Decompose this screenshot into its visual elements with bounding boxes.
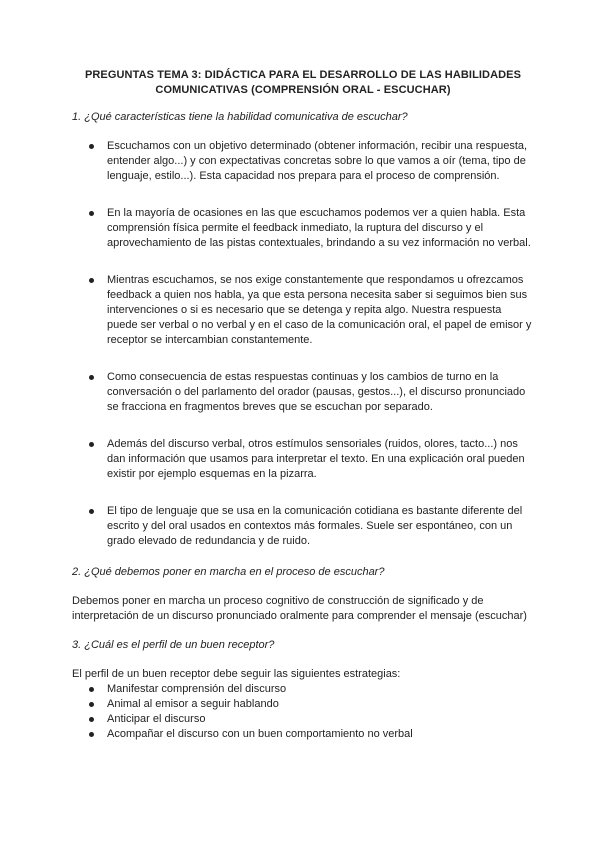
- bullet-icon: [89, 702, 94, 707]
- bullet-text: Manifestar comprensión del discurso: [107, 683, 287, 695]
- list-item: [72, 437, 534, 482]
- list-item: [72, 682, 534, 697]
- question-1-bullet-list: [72, 139, 534, 549]
- bullet-text: El tipo de lenguaje que se usa en la comunicación cotidiana es bastante diferente del escrito y del oral usados en contextos más formales. Suele ser espontáneo, con un grado elevado de redundancia y de ruido.: [107, 505, 523, 547]
- question-1: 1. ¿Qué características tiene la habilidad comunicativa de escuchar?: [72, 111, 408, 123]
- list-item: [72, 139, 534, 184]
- list-item: [72, 727, 534, 742]
- list-item: [72, 370, 534, 415]
- bullet-text: Escuchamos con un objetivo determinado (obtener información, recibir una respuesta, entender algo...) y con expectativas concretas sobre lo que vamos a oír (tema, tipo de lenguaje, estilo...). Esta capacidad nos prepara para el proceso de comprensión.: [107, 140, 528, 182]
- list-item: [72, 697, 534, 712]
- bullet-icon: [89, 717, 94, 722]
- bullet-icon: [89, 211, 94, 216]
- bullet-text: Mientras escuchamos, se nos exige constantemente que respondamos u ofrezcamos feedback a quien nos habla, ya que esta persona necesita saber si seguimos bien sus intervenciones o si es necesario que se detenga y repita algo. Nuestra respuesta puede ser verbal o no verbal y en el caso de la comunicación oral, el papel de emisor y receptor se intercambian constantemente.: [107, 274, 532, 346]
- bullet-text: En la mayoría de ocasiones en las que escuchamos podemos ver a quien habla. Esta comprensión física permite el feedback inmediato, la ruptura del discurso y el aprovechamiento de las pistas contextuales, brindando a su vez información no verbal.: [107, 207, 531, 249]
- title-line-2: COMUNICATIVAS (COMPRENSIÓN ORAL - ESCUCHAR): [155, 84, 451, 96]
- bullet-text: Acompañar el discurso con un buen comportamiento no verbal: [107, 728, 413, 740]
- bullet-text: Como consecuencia de estas respuestas continuas y los cambios de turno en la conversación o del parlamento del orador (pausas, gestos...), el discurso pronunciado se fracciona en fragmentos breves que se escuchan por separado.: [107, 371, 526, 413]
- answer-3-intro: El perfil de un buen receptor debe seguir las siguientes estrategias:: [72, 668, 401, 680]
- bullet-text: Animal al emisor a seguir hablando: [107, 698, 279, 710]
- bullet-text: Anticipar el discurso: [107, 713, 206, 725]
- document-title: [72, 68, 534, 98]
- bullet-text: Además del discurso verbal, otros estímulos sensoriales (ruidos, olores, tacto...) nos dan información que usamos para interpretar el texto. En una explicación oral pueden existir por ejemplo esquemas en la pizarra.: [107, 438, 525, 480]
- list-item: [72, 504, 534, 549]
- bullet-icon: [89, 442, 94, 447]
- question-2: 2. ¿Qué debemos poner en marcha en el proceso de escuchar?: [72, 566, 385, 578]
- document-page: [72, 68, 534, 742]
- question-3-bullet-list: [72, 682, 534, 742]
- bullet-icon: [89, 509, 94, 514]
- bullet-icon: [89, 375, 94, 380]
- bullet-icon: [89, 144, 94, 149]
- bullet-icon: [89, 732, 94, 737]
- question-3: 3. ¿Cuál es el perfil de un buen receptor?: [72, 639, 275, 651]
- bullet-icon: [89, 687, 94, 692]
- list-item: [72, 712, 534, 727]
- list-item: [72, 273, 534, 348]
- title-line-1: PREGUNTAS TEMA 3: DIDÁCTICA PARA EL DESARROLLO DE LAS HABILIDADES: [84, 69, 522, 81]
- bullet-icon: [89, 278, 94, 283]
- answer-2-paragraph: Debemos poner en marcha un proceso cognitivo de construcción de significado y de interpretación de un discurso pronunciado oralmente para comprender el mensaje (escuchar): [72, 595, 527, 622]
- list-item: [72, 206, 534, 251]
